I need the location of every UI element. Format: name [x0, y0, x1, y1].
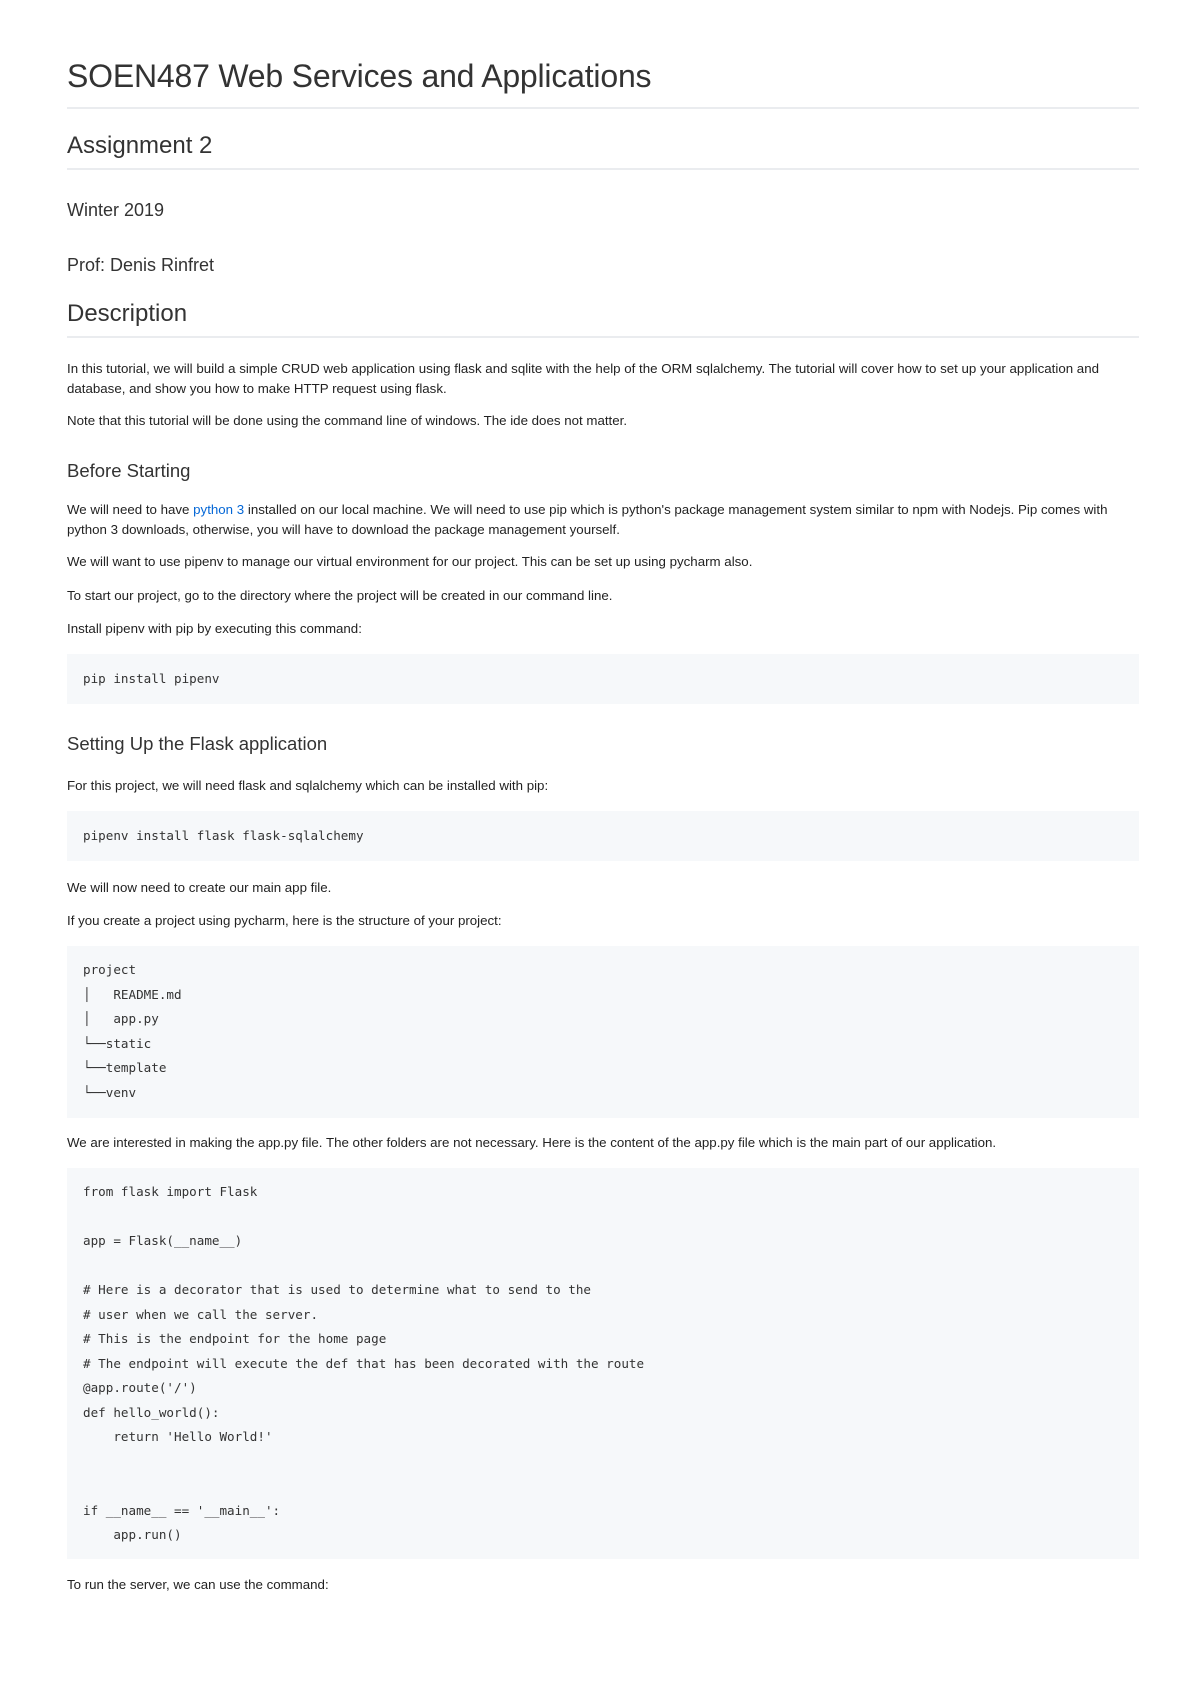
- before-starting-paragraph-4: Install pipenv with pip by executing this command:: [67, 621, 362, 636]
- code-pipenv-install: pipenv install flask flask-sqlalchemy: [83, 828, 364, 843]
- description-heading: Description: [67, 300, 188, 327]
- python3-link[interactable]: python 3: [193, 502, 245, 517]
- before-starting-paragraph-3: To start our project, go to the directory where the project will be created in our command line.: [67, 588, 613, 603]
- flask-setup-heading: Setting Up the Flask application: [67, 733, 328, 754]
- description-paragraph-2: Note that this tutorial will be done using the command line of windows. The ide does not matter.: [67, 413, 628, 428]
- term-text: Winter 2019: [67, 200, 165, 220]
- after-link-text: installed on our local machine. We will need to use pip which is python's package management system similar to npm with Nodejs. Pip comes with python 3 downloads, otherwise, you will have to download the package management yourself.: [67, 502, 1108, 537]
- code-block-pipenv-install: [67, 811, 1139, 861]
- flask-setup-paragraph-3: If you create a project using pycharm, here is the structure of your project:: [67, 913, 502, 928]
- assignment-heading: Assignment 2: [67, 132, 213, 159]
- flask-setup-paragraph-5: To run the server, we can use the command:: [67, 1577, 329, 1592]
- flask-setup-paragraph-4: We are interested in making the app.py file. The other folders are not necessary. Here is the content of the app.py file which is the main part of our application.: [67, 1135, 997, 1150]
- code-app-py: from flask import Flask app = Flask(__name__) # Here is a decorator that is used to determine what to send to the # user when we call the server. # This is the endpoint for the home page # The endpoint will execute the def that has been decorated with the route @app.route('/') def hello_world(): return 'Hello World!' if __name__ == '__main__': app.run(): [83, 1184, 645, 1542]
- professor-text: Prof: Denis Rinfret: [67, 255, 215, 275]
- description-paragraph-1: In this tutorial, we will build a simple CRUD web application using flask and sqlite with the help of the ORM sqlalchemy. The tutorial will cover how to set up your application and database, and show you how to make HTTP request using flask.: [67, 361, 1099, 396]
- assignment-divider: [67, 168, 1139, 170]
- before-link-text: We will need to have: [67, 502, 194, 517]
- before-starting-paragraph-2: We will want to use pipenv to manage our virtual environment for our project. This can be set up using pycharm also.: [67, 554, 753, 569]
- code-project-tree: project │ README.md │ app.py └──static └──template └──venv: [83, 962, 182, 1100]
- before-starting-paragraph-1: [67, 500, 1139, 539]
- flask-setup-paragraph-2: We will now need to create our main app file.: [67, 880, 332, 895]
- flask-setup-paragraph-1: For this project, we will need flask and sqlalchemy which can be installed with pip:: [67, 778, 549, 793]
- document-title: SOEN487 Web Services and Applications: [67, 58, 652, 94]
- code-block-project-tree: [67, 946, 1139, 1118]
- code-block-pip-install: [67, 654, 1139, 704]
- description-divider: [67, 336, 1139, 338]
- before-starting-heading: Before Starting: [67, 460, 191, 481]
- title-divider: [67, 107, 1139, 109]
- code-block-app-py: [67, 1168, 1139, 1559]
- code-pip-install: pip install pipenv: [83, 671, 220, 686]
